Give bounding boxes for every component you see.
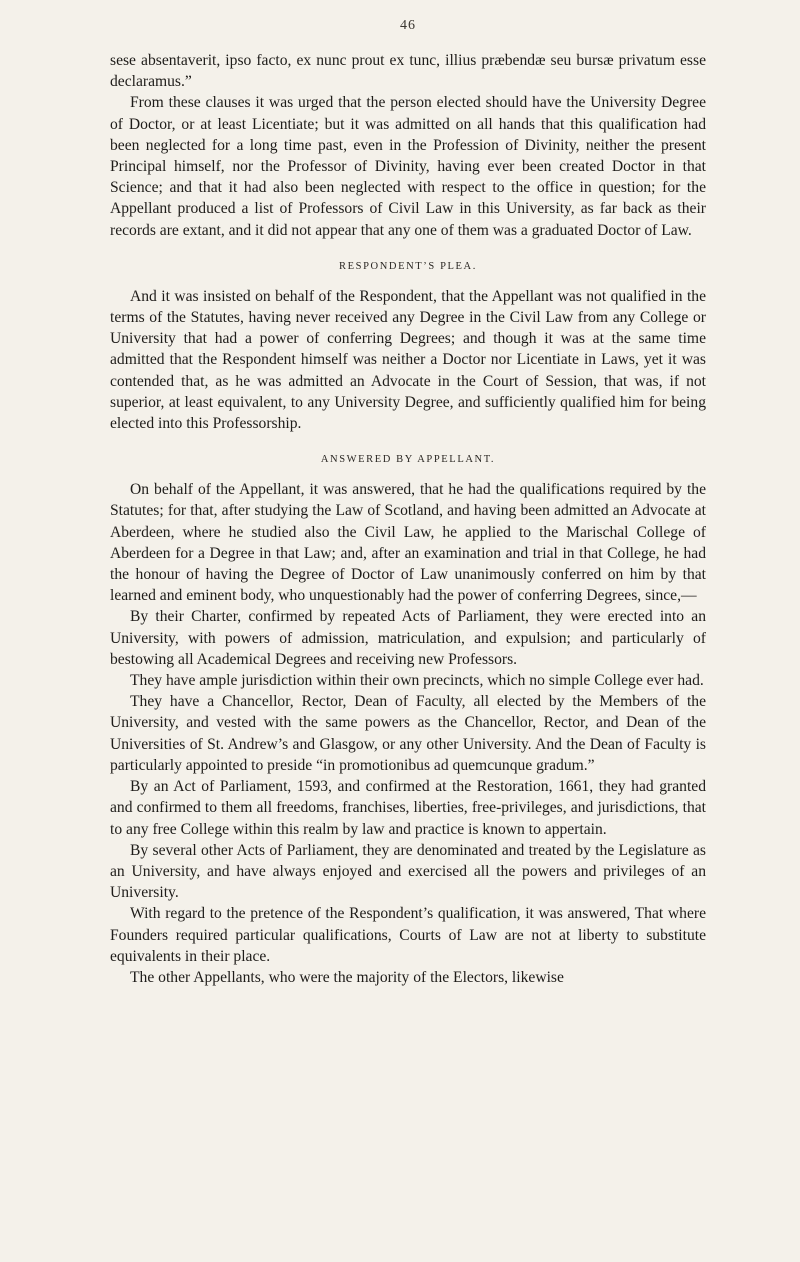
paragraph-other-appellants: The other Appellants, who were the majority of the Electors, likewise xyxy=(130,968,564,986)
paragraph-act-1593: By an Act of Parliament, 1593, and confirmed at the Restoration, 1661, they had granted and confirmed to them all freedoms, franchises, liberties, free-privileges, and jurisdictions, that to any free College within this realm by law and practice is known to appertain. xyxy=(110,778,706,838)
paragraph-clauses-argument: From these clauses it was urged that the person elected should have the University Degree of Doctor, or at least Licentiate; but it was admitted on all hands that this qualification had been neglected for a long time past, even in the Profession of Divinity, neither the present Principal himself, nor the Professor of Divinity, having ever been created Doctor in that Science; and that it had also been neglected with respect to the office in question; for the Appellant produced a list of Professors of Civil Law in this University, as far back as their records are extant, and it did not appear that any one of them was a graduated Doctor of Law. xyxy=(110,94,706,239)
page-number: 46 xyxy=(400,18,416,33)
paragraph-respondent-plea: And it was insisted on behalf of the Respondent, that the Appellant was not qualified in the terms of the Statutes, having never received any Degree in the Civil Law from any College or University that had a power of conferring Degrees; and though it was at the same time admitted that the Respondent himself was neither a Doctor nor Licentiate in Laws, yet it was contended that, as he was admitted an Advocate in the Court of Session, that was, if not superior, at least equivalent, to any University Degree, and sufficiently qualified him for being elected into this Professorship. xyxy=(110,287,706,433)
heading-answered-by-appellant: ANSWERED BY APPELLANT. xyxy=(320,454,496,466)
paragraph-other-acts: By several other Acts of Parliament, they are denominated and treated by the Legislature as an University, and have always enjoyed and exercised all the powers and privileges of an University. xyxy=(110,841,706,902)
paragraph-jurisdiction: They have ample jurisdiction within their own precincts, which no simple College ever had. xyxy=(130,672,704,690)
paragraph-officers: They have a Chancellor, Rector, Dean of Faculty, all elected by the Members of the University, and vested with the same powers as the Chancellor, Rector, and Dean of the Universities of St. Andrew’s and Glasgow, or any other University. And the Dean of Faculty is particularly appointed to preside “in promotionibus ad quemcunque gradum.” xyxy=(110,693,706,774)
paragraph-latin-conclusion: sese absentaverit, ipso facto, ex nunc prout ex tunc, illius præbendæ seu bursæ privatum esse declaramus.” xyxy=(110,52,706,91)
heading-respondent-plea: RESPONDENT’S PLEA. xyxy=(339,260,477,272)
paragraph-appellant-answer: On behalf of the Appellant, it was answered, that he had the qualifications required by the Statutes; for that, after studying the Law of Scotland, and having been admitted an Advocate at Aberdeen, where he studied also the Civil Law, he applied to the Marischal College of Aberdeen for a Degree in that Law; and, after an examination and trial in that College, he had the honour of having the Degree of Doctor of Law unanimously conferred on him by that learned and eminent body, who unquestionably had the power of conferring Degrees, since,— xyxy=(110,481,706,605)
paragraph-qualification-answer: With regard to the pretence of the Respondent’s qualification, it was answered, That where Founders required particular qualifications, Courts of Law are not at liberty to substitute equivalents in their place. xyxy=(110,905,706,965)
paragraph-charter: By their Charter, confirmed by repeated Acts of Parliament, they were erected into an University, with powers of admission, matriculation, and expulsion; and particularly of bestowing all Academical Degrees and receiving new Professors. xyxy=(110,608,706,668)
